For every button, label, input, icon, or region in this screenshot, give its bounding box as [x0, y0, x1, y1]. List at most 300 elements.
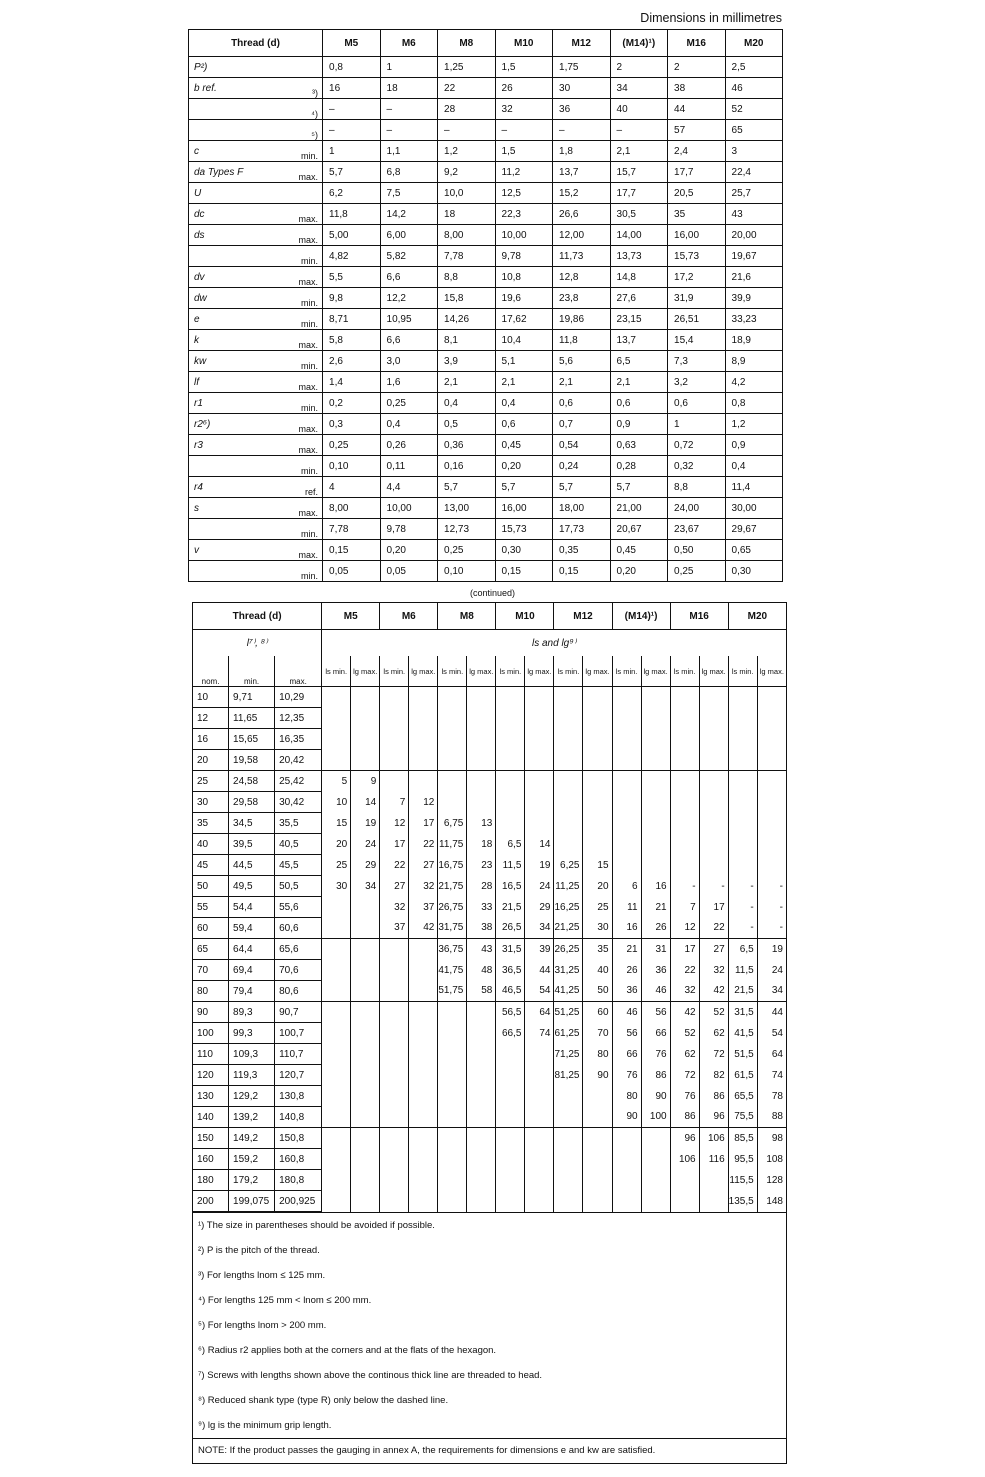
ls-lg-cell: 64: [757, 1044, 786, 1065]
ls-lg-cell: 20: [322, 834, 351, 855]
value-cell: 34: [610, 78, 668, 99]
ls-lg-cell: [583, 1107, 612, 1128]
length-cell: 44,5: [229, 855, 275, 876]
table-row: [189, 57, 783, 78]
ls-lg-subheader: ls min.: [612, 656, 641, 687]
value-cell: 5,7: [553, 477, 611, 498]
table-row: [193, 729, 787, 750]
ls-lg-cell: [757, 834, 786, 855]
ls-lg-cell: 46,5: [496, 981, 525, 1002]
ls-lg-cell: 82: [699, 1065, 728, 1086]
ls-lg-cell: [496, 1107, 525, 1128]
thread-size-header: M5: [323, 30, 381, 57]
ls-lg-cell: 90: [641, 1086, 670, 1107]
value-cell: 10,0: [438, 183, 496, 204]
value-cell: 0,5: [438, 414, 496, 435]
ls-lg-cell: [380, 1191, 409, 1212]
ls-lg-cell: [409, 1191, 438, 1212]
value-cell: 9,78: [495, 246, 553, 267]
value-cell: 20,00: [725, 225, 783, 246]
value-cell: 0,15: [495, 561, 553, 582]
ls-lg-cell: [554, 792, 583, 813]
ls-lg-cell: 21,75: [438, 876, 467, 897]
value-cell: 18: [380, 78, 438, 99]
ls-lg-cell: [525, 1170, 554, 1191]
ls-lg-cell: 52: [670, 1023, 699, 1044]
table-row: [193, 876, 787, 897]
table-row: [189, 78, 783, 99]
table-row: [189, 267, 783, 288]
length-cell: 55: [193, 897, 229, 918]
value-cell: –: [380, 120, 438, 141]
ls-lg-cell: 37: [409, 897, 438, 918]
thread-header: Thread (d): [189, 30, 323, 57]
parameter-qualifier: max.: [284, 498, 323, 519]
length-cell: 69,4: [229, 960, 275, 981]
ls-lg-cell: 88: [757, 1107, 786, 1128]
value-cell: 0,10: [323, 456, 381, 477]
ls-lg-cell: [409, 1170, 438, 1191]
table-row: [189, 246, 783, 267]
ls-lg-cell: 115,5: [728, 1170, 757, 1191]
thread-size-header: M8: [438, 30, 496, 57]
ls-lg-cell: [496, 729, 525, 750]
ls-lg-cell: [467, 792, 496, 813]
ls-lg-cell: [380, 1170, 409, 1191]
value-cell: 0,3: [323, 414, 381, 435]
value-cell: 3,2: [668, 372, 726, 393]
value-cell: 12,2: [380, 288, 438, 309]
ls-lg-cell: [641, 834, 670, 855]
parameter-symbol: [189, 246, 284, 267]
ls-lg-cell: [612, 687, 641, 708]
value-cell: 2,5: [725, 57, 783, 78]
ls-lg-cell: 46: [612, 1002, 641, 1023]
length-cell: 11,65: [229, 708, 275, 729]
ls-lg-cell: [583, 1149, 612, 1170]
ls-lg-cell: 21,25: [554, 918, 583, 939]
ls-lg-cell: [699, 1191, 728, 1212]
ls-lg-cell: [641, 1149, 670, 1170]
value-cell: –: [438, 120, 496, 141]
ls-lg-cell: [351, 1128, 380, 1149]
value-cell: 1,5: [495, 57, 553, 78]
length-cell: 25,42: [275, 771, 322, 792]
value-cell: 0,65: [725, 540, 783, 561]
length-subheader: min.: [229, 656, 275, 687]
length-cell: 64,4: [229, 939, 275, 960]
ls-lg-cell: [699, 771, 728, 792]
ls-lg-cell: [438, 1170, 467, 1191]
value-cell: 10,8: [495, 267, 553, 288]
value-cell: 0,9: [725, 435, 783, 456]
ls-lg-cell: 19: [757, 939, 786, 960]
ls-lg-cell: [583, 792, 612, 813]
length-cell: 10,29: [275, 687, 322, 708]
thread-size-header: M20: [725, 30, 783, 57]
ls-lg-header: ls and lg⁹⁾: [322, 630, 787, 657]
value-cell: 0,72: [668, 435, 726, 456]
value-cell: 0,25: [668, 561, 726, 582]
ls-lg-cell: [380, 1065, 409, 1086]
value-cell: 2,1: [610, 141, 668, 162]
ls-lg-cell: 66,5: [496, 1023, 525, 1044]
value-cell: 17,62: [495, 309, 553, 330]
ls-lg-subheader: ls min.: [728, 656, 757, 687]
value-cell: 6,5: [610, 351, 668, 372]
ls-lg-cell: 16,5: [496, 876, 525, 897]
ls-lg-cell: [351, 981, 380, 1002]
ls-lg-cell: [525, 771, 554, 792]
table-row: [189, 414, 783, 435]
ls-lg-cell: -: [699, 876, 728, 897]
ls-lg-cell: [525, 1086, 554, 1107]
table-row: [193, 1191, 787, 1212]
value-cell: 0,25: [438, 540, 496, 561]
parameter-qualifier: max.: [284, 162, 323, 183]
ls-lg-cell: [583, 1191, 612, 1212]
ls-lg-cell: [583, 1086, 612, 1107]
ls-lg-cell: [670, 1191, 699, 1212]
value-cell: 13,7: [610, 330, 668, 351]
ls-lg-cell: [583, 687, 612, 708]
ls-lg-cell: [728, 729, 757, 750]
ls-lg-cell: [641, 708, 670, 729]
ls-lg-cell: [351, 708, 380, 729]
ls-lg-cell: 11,25: [554, 876, 583, 897]
table-row: [189, 141, 783, 162]
length-header: l⁷⁾, ⁸⁾: [193, 630, 322, 657]
ls-lg-cell: [322, 1128, 351, 1149]
value-cell: 6,6: [380, 267, 438, 288]
table-row: [193, 1065, 787, 1086]
value-cell: 10,4: [495, 330, 553, 351]
length-cell: 120: [193, 1065, 229, 1086]
length-cell: 45,5: [275, 855, 322, 876]
value-cell: 5,7: [438, 477, 496, 498]
ls-lg-cell: [438, 771, 467, 792]
ls-lg-cell: 41,75: [438, 960, 467, 981]
ls-lg-cell: [496, 1170, 525, 1191]
ls-lg-cell: 26: [641, 918, 670, 939]
ls-lg-cell: [467, 1002, 496, 1023]
value-cell: 0,63: [610, 435, 668, 456]
ls-lg-cell: 18: [467, 834, 496, 855]
table-row: [193, 771, 787, 792]
table-row: [189, 288, 783, 309]
table-row: [189, 561, 783, 582]
length-cell: 99,3: [229, 1023, 275, 1044]
length-cell: 20,42: [275, 750, 322, 771]
value-cell: 0,45: [495, 435, 553, 456]
ls-lg-subheader: ls min.: [322, 656, 351, 687]
ls-lg-cell: [467, 1044, 496, 1065]
value-cell: 22,3: [495, 204, 553, 225]
value-cell: 12,8: [553, 267, 611, 288]
value-cell: 12,5: [495, 183, 553, 204]
length-cell: 59,4: [229, 918, 275, 939]
thread-size-header: M16: [670, 603, 728, 630]
ls-lg-cell: [467, 1170, 496, 1191]
ls-lg-cell: [641, 771, 670, 792]
ls-lg-cell: [670, 792, 699, 813]
value-cell: 6,2: [323, 183, 381, 204]
value-cell: 2,4: [668, 141, 726, 162]
value-cell: 7,78: [323, 519, 381, 540]
length-cell: 200,925: [275, 1191, 322, 1212]
length-cell: 180: [193, 1170, 229, 1191]
ls-lg-cell: 86: [670, 1107, 699, 1128]
ls-lg-cell: 70: [583, 1023, 612, 1044]
ls-lg-cell: 11,5: [496, 855, 525, 876]
ls-lg-cell: 6,5: [496, 834, 525, 855]
ls-lg-cell: [554, 687, 583, 708]
value-cell: 38: [668, 78, 726, 99]
value-cell: 23,67: [668, 519, 726, 540]
ls-lg-cell: 116: [699, 1149, 728, 1170]
value-cell: 0,11: [380, 456, 438, 477]
length-cell: 50,5: [275, 876, 322, 897]
parameter-symbol: b ref.: [189, 78, 284, 99]
value-cell: 0,54: [553, 435, 611, 456]
ls-lg-cell: [438, 1023, 467, 1044]
ls-lg-cell: [583, 729, 612, 750]
value-cell: 8,8: [668, 477, 726, 498]
ls-lg-cell: 40: [583, 960, 612, 981]
final-note: NOTE: If the product passes the gauging in annex A, the requirements for dimensions e and kw are satisfied.: [193, 1438, 786, 1463]
value-cell: 0,50: [668, 540, 726, 561]
ls-lg-subheader: lg max.: [583, 656, 612, 687]
value-cell: 1,25: [438, 57, 496, 78]
value-cell: 3: [725, 141, 783, 162]
length-cell: 65,6: [275, 939, 322, 960]
ls-lg-cell: 29: [351, 855, 380, 876]
value-cell: 22,4: [725, 162, 783, 183]
ls-lg-cell: [757, 792, 786, 813]
value-cell: 1,6: [380, 372, 438, 393]
value-cell: 23,8: [553, 288, 611, 309]
value-cell: 0,9: [610, 414, 668, 435]
ls-lg-cell: [467, 1107, 496, 1128]
ls-lg-cell: [554, 1191, 583, 1212]
parameter-symbol: c: [189, 141, 284, 162]
ls-lg-cell: 7: [380, 792, 409, 813]
value-cell: 1: [668, 414, 726, 435]
ls-lg-cell: [467, 708, 496, 729]
ls-lg-cell: 62: [699, 1023, 728, 1044]
ls-lg-cell: 14: [525, 834, 554, 855]
ls-lg-cell: [409, 1128, 438, 1149]
ls-lg-cell: 61,25: [554, 1023, 583, 1044]
value-cell: 14,00: [610, 225, 668, 246]
ls-lg-cell: 22: [380, 855, 409, 876]
value-cell: 8,00: [323, 498, 381, 519]
ls-lg-cell: [496, 771, 525, 792]
ls-lg-cell: 36,75: [438, 939, 467, 960]
ls-lg-cell: 12: [380, 813, 409, 834]
ls-lg-cell: [322, 750, 351, 771]
ls-lg-cell: [757, 813, 786, 834]
parameter-symbol: k: [189, 330, 284, 351]
parameter-symbol: lf: [189, 372, 284, 393]
length-cell: 140,8: [275, 1107, 322, 1128]
ls-lg-cell: [496, 708, 525, 729]
ls-lg-cell: 11,5: [728, 960, 757, 981]
value-cell: 1,5: [495, 141, 553, 162]
length-cell: 179,2: [229, 1170, 275, 1191]
ls-lg-cell: [641, 813, 670, 834]
ls-lg-cell: [380, 708, 409, 729]
ls-lg-cell: [409, 771, 438, 792]
ls-lg-cell: 29: [525, 897, 554, 918]
ls-lg-cell: 50: [583, 981, 612, 1002]
ls-lg-cell: [351, 918, 380, 939]
value-cell: 0,20: [610, 561, 668, 582]
ls-lg-cell: 33: [467, 897, 496, 918]
ls-lg-cell: 5: [322, 771, 351, 792]
value-cell: 0,24: [553, 456, 611, 477]
ls-lg-cell: [554, 750, 583, 771]
table-row: [189, 519, 783, 540]
ls-lg-cell: [583, 813, 612, 834]
ls-lg-cell: 31: [641, 939, 670, 960]
ls-lg-cell: 42: [670, 1002, 699, 1023]
table-row: [193, 813, 787, 834]
ls-lg-cell: [612, 1128, 641, 1149]
length-cell: 159,2: [229, 1149, 275, 1170]
length-cell: 90: [193, 1002, 229, 1023]
ls-lg-cell: [612, 855, 641, 876]
value-cell: 3,9: [438, 351, 496, 372]
ls-lg-cell: 19: [351, 813, 380, 834]
value-cell: 25,7: [725, 183, 783, 204]
parameter-qualifier: ref.: [284, 477, 323, 498]
table-row: [189, 120, 783, 141]
table-row: [193, 834, 787, 855]
ls-lg-cell: [757, 729, 786, 750]
table-row: [189, 393, 783, 414]
ls-lg-cell: [438, 1002, 467, 1023]
ls-lg-cell: [409, 1065, 438, 1086]
length-cell: 139,2: [229, 1107, 275, 1128]
parameter-qualifier: ⁵): [284, 120, 323, 141]
table-row: [193, 792, 787, 813]
ls-lg-cell: 27: [380, 876, 409, 897]
length-cell: 30: [193, 792, 229, 813]
ls-lg-cell: [496, 1044, 525, 1065]
footnote: ³) For lengths lnom ≤ 125 mm.: [198, 1270, 326, 1281]
length-cell: 80: [193, 981, 229, 1002]
value-cell: 0,10: [438, 561, 496, 582]
value-cell: 0,32: [668, 456, 726, 477]
ls-lg-cell: 21: [612, 939, 641, 960]
ls-lg-cell: [525, 1149, 554, 1170]
length-subheader: max.: [275, 656, 322, 687]
value-cell: 2,6: [323, 351, 381, 372]
ls-lg-cell: 38: [467, 918, 496, 939]
ls-lg-cell: [380, 1086, 409, 1107]
value-cell: 19,86: [553, 309, 611, 330]
value-cell: 5,7: [610, 477, 668, 498]
value-cell: 26: [495, 78, 553, 99]
table-row: [193, 1149, 787, 1170]
table-row: [193, 1107, 787, 1128]
ls-lg-cell: 34: [525, 918, 554, 939]
value-cell: 36: [553, 99, 611, 120]
thread-size-header: (M14)¹): [612, 603, 670, 630]
table-row: [189, 204, 783, 225]
ls-lg-cell: [380, 1107, 409, 1128]
ls-lg-cell: [467, 1065, 496, 1086]
ls-lg-cell: [554, 1128, 583, 1149]
ls-lg-cell: [351, 1170, 380, 1191]
ls-lg-cell: [612, 792, 641, 813]
ls-lg-subheader: lg max.: [467, 656, 496, 687]
value-cell: 11,8: [323, 204, 381, 225]
ls-lg-cell: [525, 792, 554, 813]
ls-lg-cell: [467, 687, 496, 708]
ls-lg-cell: [583, 708, 612, 729]
ls-lg-cell: 6: [612, 876, 641, 897]
ls-lg-cell: 30: [322, 876, 351, 897]
value-cell: 26,51: [668, 309, 726, 330]
table-row: [189, 435, 783, 456]
table-row: [193, 708, 787, 729]
ls-lg-cell: 21,5: [496, 897, 525, 918]
value-cell: 5,1: [495, 351, 553, 372]
value-cell: 26,6: [553, 204, 611, 225]
ls-lg-cell: [670, 834, 699, 855]
table-row: [193, 750, 787, 771]
ls-lg-cell: [467, 1023, 496, 1044]
length-cell: 49,5: [229, 876, 275, 897]
ls-lg-cell: [380, 687, 409, 708]
ls-lg-cell: 85,5: [728, 1128, 757, 1149]
ls-lg-cell: [409, 750, 438, 771]
value-cell: 29,67: [725, 519, 783, 540]
length-cell: 130,8: [275, 1086, 322, 1107]
ls-lg-cell: [438, 1065, 467, 1086]
ls-lg-subheader: ls min.: [380, 656, 409, 687]
table-row: [189, 225, 783, 246]
ls-lg-cell: 41,5: [728, 1023, 757, 1044]
ls-lg-cell: 98: [757, 1128, 786, 1149]
ls-lg-cell: [670, 750, 699, 771]
footnote: ¹) The size in parentheses should be avoided if possible.: [198, 1220, 435, 1231]
ls-lg-cell: [554, 1149, 583, 1170]
ls-lg-cell: 34: [351, 876, 380, 897]
ls-lg-cell: [351, 1149, 380, 1170]
table-row: [193, 687, 787, 708]
ls-lg-cell: 17: [380, 834, 409, 855]
value-cell: 16,00: [495, 498, 553, 519]
thread-size-header: M6: [380, 30, 438, 57]
ls-lg-cell: 66: [612, 1044, 641, 1065]
ls-lg-cell: 72: [699, 1044, 728, 1065]
ls-lg-cell: [612, 1170, 641, 1191]
ls-lg-cell: [612, 708, 641, 729]
ls-lg-cell: [409, 1023, 438, 1044]
ls-lg-cell: 32: [409, 876, 438, 897]
length-cell: 54,4: [229, 897, 275, 918]
ls-lg-cell: 76: [612, 1065, 641, 1086]
value-cell: 0,15: [323, 540, 381, 561]
parameter-qualifier: [284, 183, 323, 204]
ls-lg-cell: [612, 813, 641, 834]
value-cell: 0,4: [725, 456, 783, 477]
value-cell: 16,00: [668, 225, 726, 246]
ls-lg-cell: 43: [467, 939, 496, 960]
